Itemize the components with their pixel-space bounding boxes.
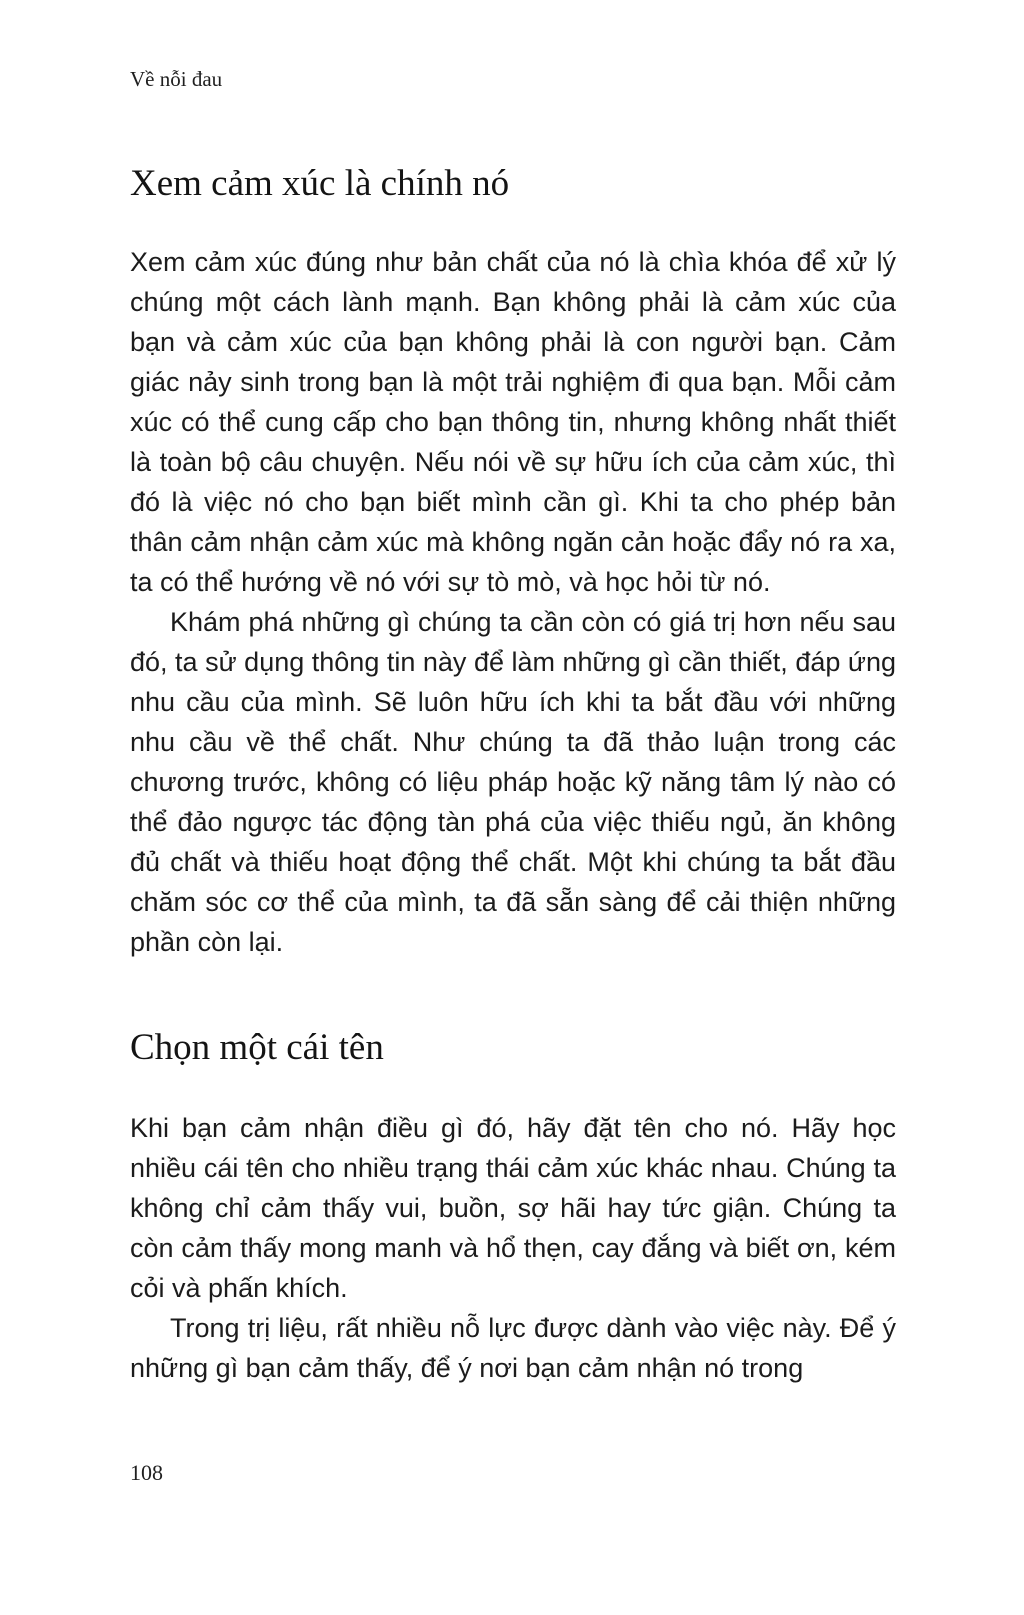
paragraph-1: Xem cảm xúc đúng như bản chất của nó là chìa khóa để xử lý chúng một cách lành mạnh. Bạn không phải là cảm xúc của bạn và cảm xúc của bạn không phải là con người bạn. Cảm giác nảy sinh trong bạn là một trải nghiệm đi qua bạn. Mỗi cảm xúc có thể cung cấp cho bạn thông tin, nhưng không nhất thiết là toàn bộ câu chuyện. Nếu nói về sự hữu ích của cảm xúc, thì đó là việc nó cho bạn biết mình cần gì. Khi ta cho phép bản thân cảm nhận cảm xúc mà không ngăn cản hoặc đẩy nó ra xa, ta có thể hướng về nó với sự tò mò, và học hỏi từ nó. bbox=[130, 247, 896, 597]
section-heading-chon-mot-cai-ten: Chọn một cái tên bbox=[130, 1027, 384, 1068]
paragraph-4: Trong trị liệu, rất nhiều nỗ lực được dành vào việc này. Để ý những gì bạn cảm thấy, để ý nơi bạn cảm nhận nó trong bbox=[130, 1313, 896, 1383]
section-heading-xem-cam-xuc: Xem cảm xúc là chính nó bbox=[130, 163, 510, 204]
paragraph-3: Khi bạn cảm nhận điều gì đó, hãy đặt tên cho nó. Hãy học nhiều cái tên cho nhiều trạng thái cảm xúc khác nhau. Chúng ta không chỉ cảm thấy vui, buồn, sợ hãi hay tức giận. Chúng ta còn cảm thấy mong manh và hổ thẹn, cay đắng và biết ơn, kém cỏi và phấn khích. bbox=[130, 1113, 896, 1303]
paragraph-2: Khám phá những gì chúng ta cần còn có giá trị hơn nếu sau đó, ta sử dụng thông tin này để làm những gì cần thiết, đáp ứng nhu cầu của mình. Sẽ luôn hữu ích khi ta bắt đầu với những nhu cầu về thể chất. Như chúng ta đã thảo luận trong các chương trước, không có liệu pháp hoặc kỹ năng tâm lý nào có thể đảo ngược tác động tàn phá của việc thiếu ngủ, ăn không đủ chất và thiếu hoạt động thể chất. Một khi chúng ta bắt đầu chăm sóc cơ thể của mình, ta đã sẵn sàng để cải thiện những phần còn lại. bbox=[130, 607, 896, 957]
running-header: Về nỗi đau bbox=[130, 67, 223, 91]
page-number: 108 bbox=[130, 1460, 163, 1485]
